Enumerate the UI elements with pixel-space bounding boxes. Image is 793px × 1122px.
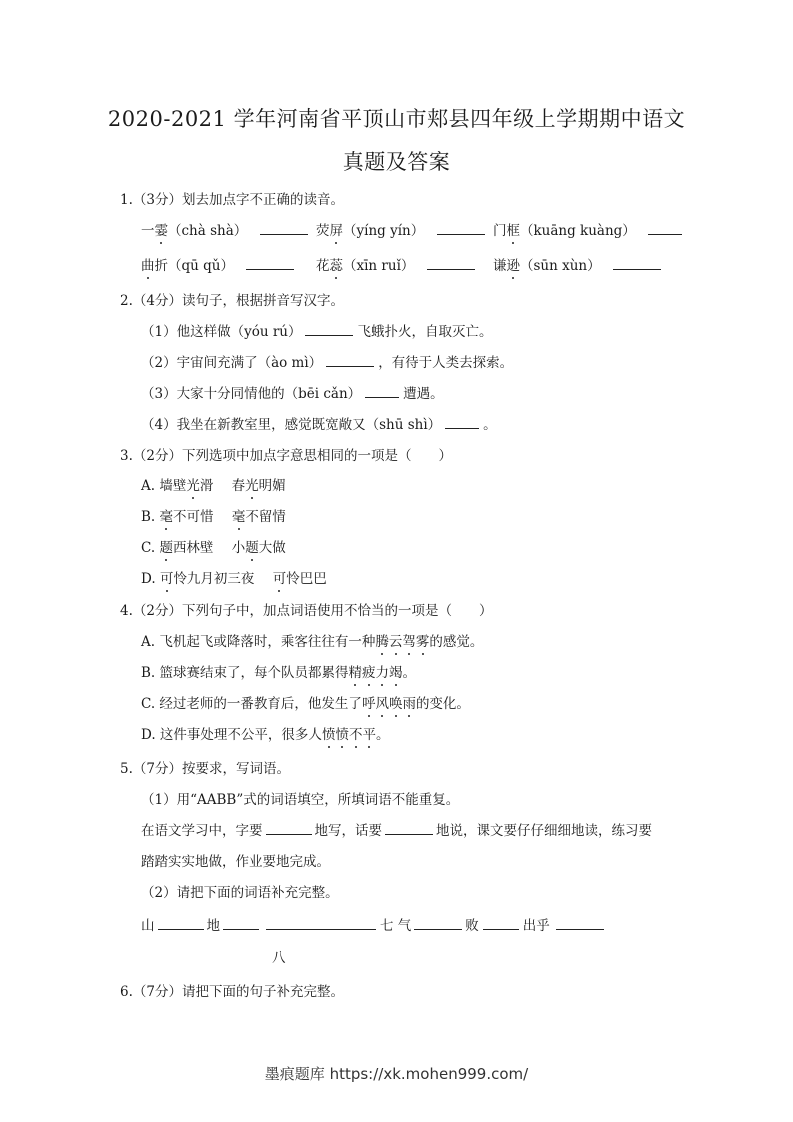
- q5-sub2: （2）请把下面的词语补充完整。: [141, 885, 339, 901]
- answer-blank[interactable]: [305, 322, 353, 336]
- answer-blank[interactable]: [613, 256, 661, 270]
- answer-blank[interactable]: [437, 221, 485, 235]
- q5-paragraph-line2: 踏踏实实地做，作业要地完成。: [141, 854, 330, 870]
- q3-option-a[interactable]: A. 墙壁光滑 春光明媚: [141, 474, 286, 494]
- q2-sentence-3: （3）大家十分同情他的（bēi cǎn） 遭遇。: [141, 386, 444, 402]
- answer-blank[interactable]: [365, 384, 399, 398]
- answer-blank[interactable]: [445, 415, 479, 429]
- q1-item-1: 一霎（chà shà）: [141, 219, 308, 239]
- q2-sentence-2: （2）宇宙间充满了（ào mì） ，有待于人类去探索。: [141, 355, 514, 371]
- q3-stem: 3.（2分）下列选项中加点字意思相同的一项是（ ）: [120, 448, 452, 464]
- q1-item-6: 谦逊（sūn xùn）: [493, 254, 661, 274]
- answer-blank[interactable]: [326, 353, 374, 367]
- q1-item-4: 曲折（qū qǔ）: [141, 254, 294, 274]
- q5-word-ba: 八: [272, 950, 286, 966]
- q1-item-5: 花蕊（xīn ruǐ）: [316, 254, 475, 274]
- q4-option-a[interactable]: A. 飞机起飞或降落时，乘客往往有一种腾云驾雾的感觉。: [141, 630, 483, 650]
- q2-sentence-1: （1）他这样做（yóu rú） 飞蛾扑火，自取灭亡。: [141, 324, 493, 340]
- answer-blank[interactable]: [414, 916, 462, 930]
- q3-option-b[interactable]: B. 毫不可惜 毫不留情: [141, 505, 286, 525]
- q4-stem: 4.（2分）下列句子中，加点词语使用不恰当的一项是（ ）: [120, 603, 493, 619]
- doc-title-line2: 真题及答案: [342, 150, 451, 174]
- answer-blank[interactable]: [266, 821, 312, 835]
- q4-option-d[interactable]: D. 这件事处理不公平，很多人愤愤不平。: [141, 723, 389, 743]
- q5-paragraph-line1: 在语文学习中，字要 地写，话要 地说，课文要仔仔细细地读，练习要: [141, 823, 652, 839]
- q1-item-2: 荧屏（yíng yín）: [316, 219, 485, 239]
- watermark: 墨痕题库 https://xk.mohen999.com/: [264, 1065, 529, 1083]
- q5-stem: 5.（7分）按要求，写词语。: [120, 761, 290, 777]
- q1-item-3: 门框（kuāng kuàng）: [493, 219, 682, 239]
- q4-option-b[interactable]: B. 篮球赛结束了，每个队员都累得精疲力竭。: [141, 661, 416, 681]
- q4-option-c[interactable]: C. 经过老师的一番教育后，他发生了呼风唤雨的变化。: [141, 692, 470, 712]
- answer-blank[interactable]: [385, 821, 433, 835]
- answer-blank[interactable]: [223, 916, 259, 930]
- answer-blank[interactable]: [648, 221, 682, 235]
- q5-sub1: （1）用“AABB”式的词语填空，所填词语不能重复。: [141, 792, 460, 808]
- doc-title-line1: 2020-2021 学年河南省平顶山市郏县四年级上学期期中语文: [107, 107, 686, 131]
- q1-stem: 1.（3分）划去加点字不正确的读音。: [120, 192, 344, 208]
- q6-stem: 6.（7分）请把下面的句子补充完整。: [120, 984, 344, 1000]
- answer-blank[interactable]: [427, 256, 475, 270]
- q5-word-fill-row: 山 地 七 气 败 出乎: [141, 914, 604, 934]
- answer-blank[interactable]: [556, 916, 604, 930]
- answer-blank[interactable]: [483, 916, 519, 930]
- answer-blank[interactable]: [266, 916, 376, 930]
- q2-stem: 2.（4分）读句子，根据拼音写汉字。: [120, 293, 344, 309]
- q3-option-d[interactable]: D. 可怜九月初三夜 可怜巴巴: [141, 567, 327, 587]
- answer-blank[interactable]: [158, 916, 204, 930]
- answer-blank[interactable]: [260, 221, 308, 235]
- q2-sentence-4: （4）我坐在新教室里，感觉既宽敞又（shū shì） 。: [141, 417, 497, 433]
- answer-blank[interactable]: [246, 256, 294, 270]
- q3-option-c[interactable]: C. 题西林壁 小题大做: [141, 536, 286, 556]
